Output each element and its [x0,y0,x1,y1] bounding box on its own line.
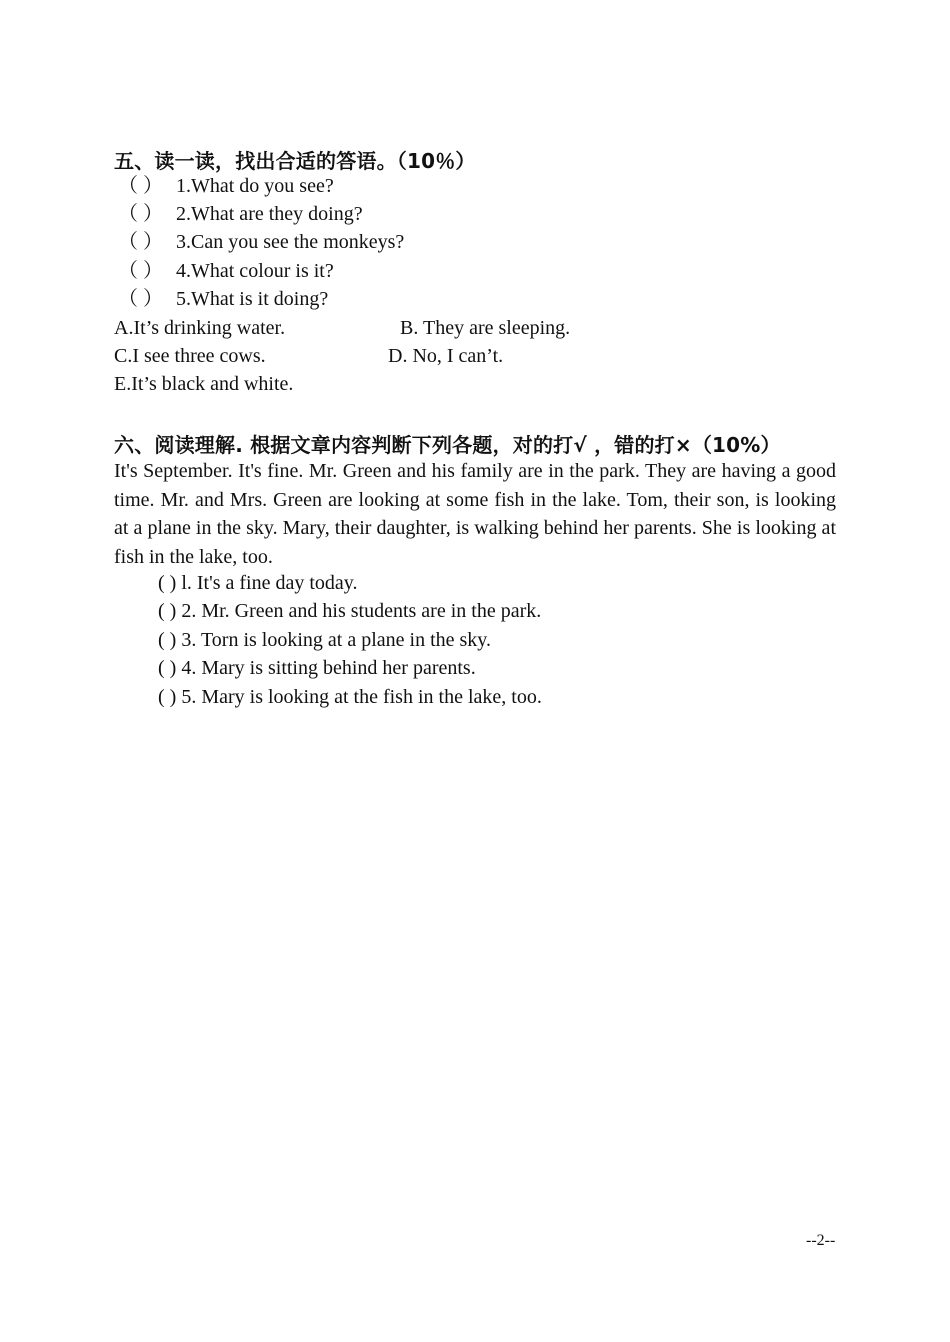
answer-blank[interactable]: （ ） [118,288,163,310]
section-5-title: 五、读一读，找出合适的答语。（10％） [114,149,476,173]
question-2 [118,202,363,226]
judge-item-5: ( ) 5. Mary is looking at the fish in the lake, too. [158,686,542,708]
question-text: 2.What are they doing? [176,203,363,225]
option-d: D. No, I can’t. [388,345,504,367]
judge-item-4: ( ) 4. Mary is sitting behind her parents. [158,657,476,679]
question-5 [118,287,328,311]
judge-item-1: ( ) l. It's a fine day today. [158,572,358,594]
answer-blank[interactable]: （ ） [118,260,163,282]
option-b: B. They are sleeping. [400,317,571,339]
answer-blank[interactable]: （ ） [118,175,163,197]
question-text: 5.What is it doing? [176,288,329,310]
option-e: E.It’s black and white. [114,373,294,395]
answer-blank[interactable]: （ ） [118,231,163,253]
option-c: C.I see three cows. [114,345,266,367]
question-4 [118,259,334,283]
question-text: 1.What do you see? [176,175,334,197]
question-text: 3.Can you see the monkeys? [176,231,405,253]
question-1 [118,174,334,198]
judge-item-2: ( ) 2. Mr. Green and his students are in the park. [158,600,542,622]
question-3 [118,230,404,254]
section-6-title: 六、阅读理解. 根据文章内容判断下列各题，对的打√ ，错的打×（10%） [114,433,781,457]
reading-passage: It's September. It's fine. Mr. Green and his family are in the park. They are having a good time. Mr. and Mrs. Green are looking at some fish in the lake. Tom, their son, is looking at a plane in the sky. Mary, their daughter, is walking behind her parents. She is looking at fish in the lake, too. [114,460,836,568]
answer-blank[interactable]: （ ） [118,203,163,225]
page-number: --2-- [806,1232,836,1249]
judge-item-3: ( ) 3. Torn is looking at a plane in the sky. [158,629,491,651]
question-text: 4.What colour is it? [176,260,334,282]
option-a: A.It’s drinking water. [114,317,286,339]
